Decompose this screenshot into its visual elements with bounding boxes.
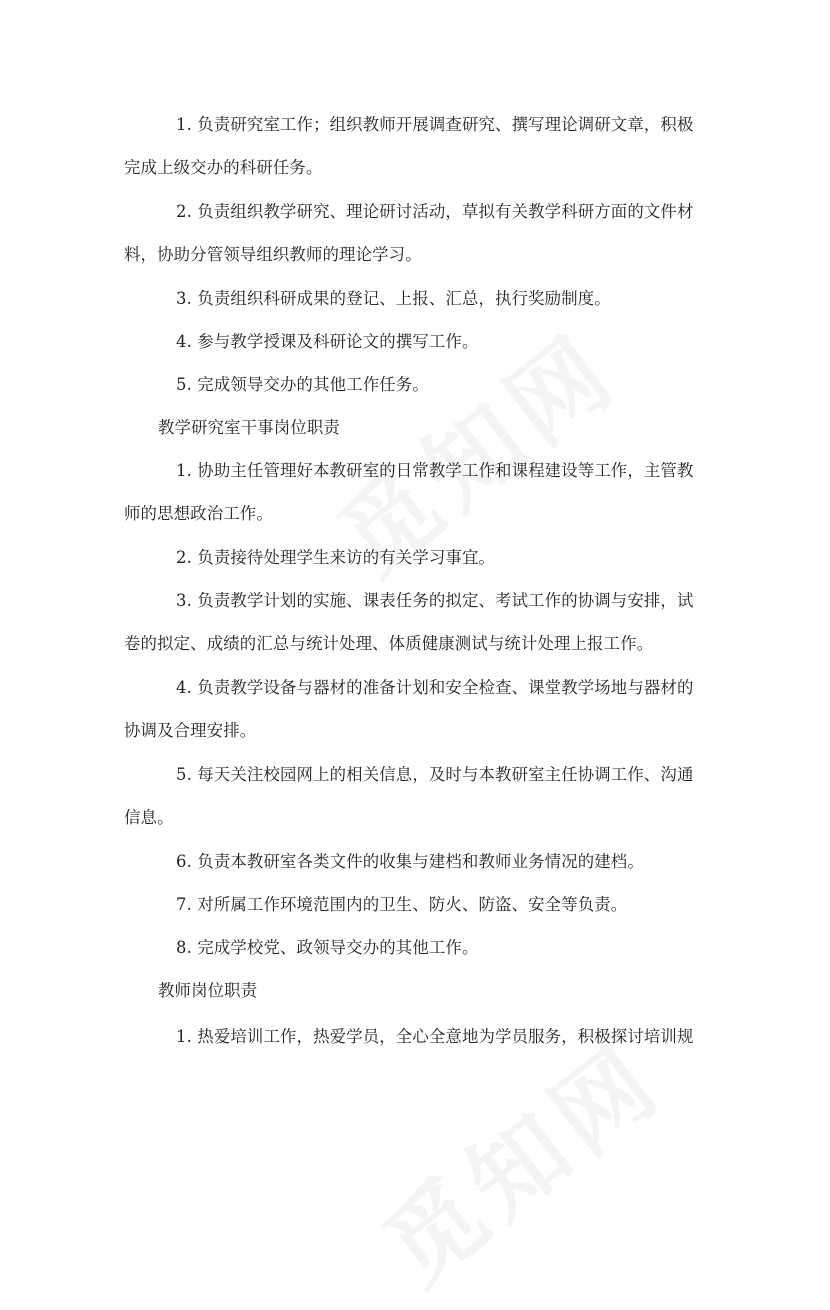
paragraph-s2-item-5 [124, 753, 709, 839]
paragraph-s1-item-3 [124, 277, 709, 320]
paragraph-line: 料，协助分管领导组织教师的理论学习。 [124, 245, 422, 264]
paragraph-line: 1. 负责研究室工作；组织教师开展调查研究、撰写理论调研文章，积极 [176, 115, 694, 134]
paragraph-line: 4. 负责教学设备与器材的准备计划和安全检查、课堂教学场地与器材的 [176, 678, 694, 697]
paragraph-s1-item-5 [124, 363, 709, 406]
paragraph-line: 8. 完成学校党、政领导交办的其他工作。 [176, 938, 479, 957]
paragraph-line: 3. 负责教学计划的实施、课表任务的拟定、考试工作的协调与安排，试 [176, 591, 694, 610]
paragraph-line: 2. 负责组织教学研究、理论研讨活动，草拟有关教学科研方面的文件材 [176, 202, 694, 221]
paragraph-s2-item-6 [124, 840, 709, 883]
paragraph-s3-item-1 [124, 1015, 709, 1058]
section-heading: 教师岗位职责 [158, 981, 258, 1000]
section-heading-staff [124, 406, 709, 449]
paragraph-s2-item-4 [124, 666, 709, 752]
paragraph-line: 6. 负责本教研室各类文件的收集与建档和教师业务情况的建档。 [176, 852, 644, 871]
paragraph-line: 5. 每天关注校园网上的相关信息，及时与本教研室主任协调工作、沟通 [176, 765, 694, 784]
paragraph-s2-item-2 [124, 536, 709, 579]
paragraph-line: 7. 对所属工作环境范围内的卫生、防火、防盗、安全等负责。 [176, 895, 628, 914]
paragraph-s1-item-4 [124, 320, 709, 363]
paragraph-s2-item-7 [124, 883, 709, 926]
paragraph-s2-item-3 [124, 579, 709, 665]
paragraph-line: 协调及合理安排。 [124, 721, 257, 740]
paragraph-s2-item-8 [124, 926, 709, 969]
paragraph-s2-item-1 [124, 449, 709, 535]
paragraph-line: 卷的拟定、成绩的汇总与统计处理、体质健康测试与统计处理上报工作。 [124, 634, 654, 653]
paragraph-line: 信息。 [124, 808, 174, 827]
paragraph-line: 2. 负责接待处理学生来访的有关学习事宜。 [176, 548, 496, 567]
section-heading: 教学研究室干事岗位职责 [158, 418, 340, 437]
paragraph-line: 完成上级交办的科研任务。 [124, 158, 323, 177]
paragraph-line: 师的思想政治工作。 [124, 504, 273, 523]
paragraph-line: 5. 完成领导交办的其他工作任务。 [176, 375, 429, 394]
section-heading-teacher [124, 969, 709, 1012]
paragraph-line: 4. 参与教学授课及科研论文的撰写工作。 [176, 332, 479, 351]
paragraph-s1-item-1 [124, 103, 709, 189]
paragraph-s1-item-2 [124, 190, 709, 276]
paragraph-line: 3. 负责组织科研成果的登记、上报、汇总，执行奖励制度。 [176, 289, 611, 308]
paragraph-line: 1. 协助主任管理好本教研室的日常教学工作和课程建设等工作，主管教 [176, 461, 694, 480]
paragraph-line: 1. 热爱培训工作，热爱学员，全心全意地为学员服务，积极探讨培训规 [176, 1027, 694, 1046]
